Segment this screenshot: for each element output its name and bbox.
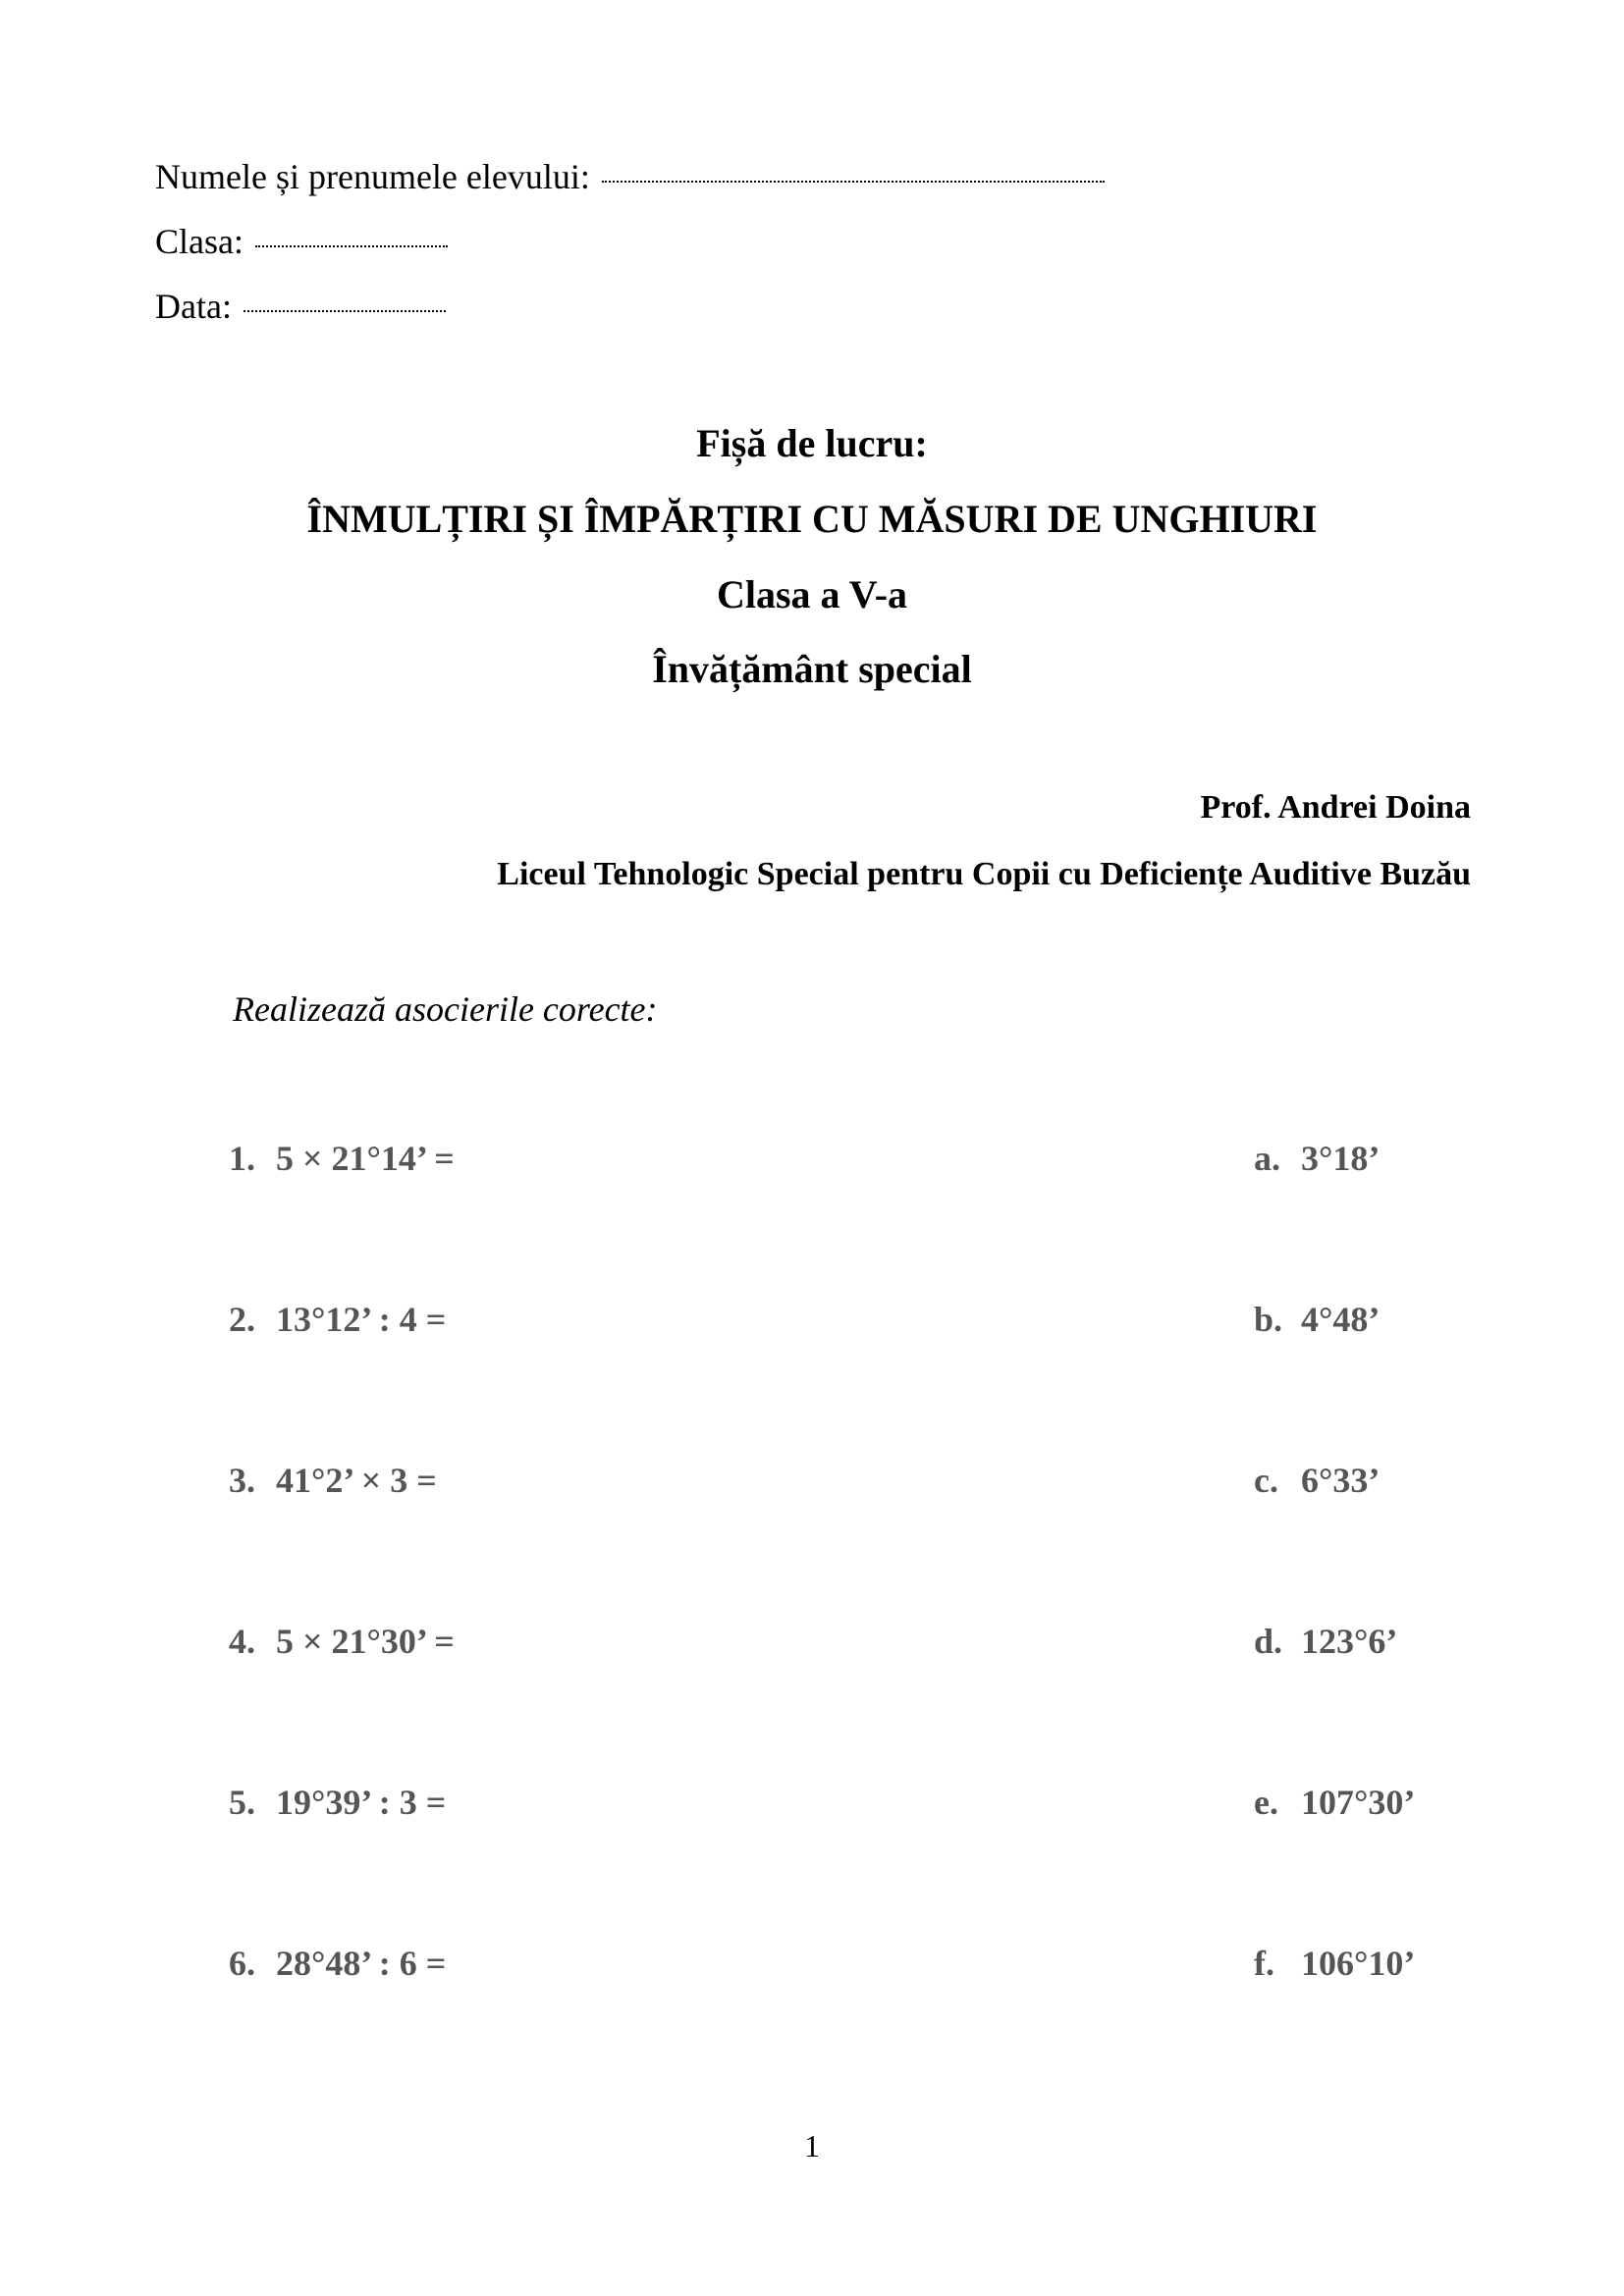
author-name: Prof. Andrei Doina <box>1200 789 1471 826</box>
answer-value: 4°48’ <box>1301 1300 1380 1339</box>
answer-letter: b. <box>1254 1300 1283 1339</box>
exercise-item <box>229 1620 455 1663</box>
exercise-expression: 13°12’ : 4 = <box>276 1300 447 1339</box>
answer-item <box>1254 1137 1380 1180</box>
exercise-number: 1. <box>229 1139 255 1178</box>
exercise-number: 5. <box>229 1783 255 1822</box>
answer-letter: e. <box>1254 1783 1278 1822</box>
answer-value: 106°10’ <box>1301 1944 1416 1983</box>
worksheet-grade: Clasa a V-a <box>716 572 908 616</box>
answer-letter: d. <box>1254 1622 1283 1661</box>
answer-item <box>1254 1298 1380 1341</box>
exercise-number: 3. <box>229 1461 255 1500</box>
exercise-number: 4. <box>229 1622 255 1661</box>
answer-item <box>1254 1781 1415 1824</box>
worksheet-title: Fișă de lucru: <box>696 421 928 465</box>
exercise-expression: 5 × 21°30’ = <box>276 1622 455 1661</box>
date-blank[interactable] <box>244 310 446 312</box>
author-school: Liceul Tehnologic Special pentru Copii cu Deficiențe Auditive Buzău <box>497 856 1471 892</box>
date-field <box>155 285 446 328</box>
answer-item <box>1254 1942 1415 1985</box>
student-name-field <box>155 155 1105 198</box>
exercise-number: 2. <box>229 1300 255 1339</box>
exercise-expression: 19°39’ : 3 = <box>276 1783 447 1822</box>
answer-value: 107°30’ <box>1301 1783 1416 1822</box>
class-label: Clasa: <box>155 222 244 261</box>
instruction-text: Realizează asocierile corecte: <box>233 989 658 1029</box>
student-name-label: Numele și prenumele elevului: <box>155 157 590 196</box>
answer-value: 3°18’ <box>1301 1139 1380 1178</box>
class-blank[interactable] <box>255 245 448 247</box>
class-field <box>155 220 448 263</box>
answer-letter: c. <box>1254 1461 1278 1500</box>
exercise-number: 6. <box>229 1944 255 1983</box>
page-number: 1 <box>804 2128 820 2163</box>
exercise-expression: 5 × 21°14’ = <box>276 1139 455 1178</box>
exercise-item <box>229 1137 455 1180</box>
exercise-item <box>229 1781 446 1824</box>
date-label: Data: <box>155 287 232 326</box>
exercise-item <box>229 1298 446 1341</box>
exercise-expression: 41°2’ × 3 = <box>276 1461 437 1500</box>
exercise-expression: 28°48’ : 6 = <box>276 1944 447 1983</box>
answer-letter: a. <box>1254 1139 1280 1178</box>
exercise-item <box>229 1459 437 1502</box>
answer-value: 123°6’ <box>1301 1622 1398 1661</box>
answer-item <box>1254 1459 1380 1502</box>
answer-item <box>1254 1620 1397 1663</box>
worksheet-education-type: Învățământ special <box>652 647 972 691</box>
answer-letter: f. <box>1254 1944 1274 1983</box>
exercise-item <box>229 1942 446 1985</box>
answer-value: 6°33’ <box>1301 1461 1380 1500</box>
worksheet-topic: ÎNMULȚIRI ȘI ÎMPĂRȚIRI CU MĂSURI DE UNGHIURI <box>306 497 1318 541</box>
student-name-blank[interactable] <box>602 181 1105 183</box>
